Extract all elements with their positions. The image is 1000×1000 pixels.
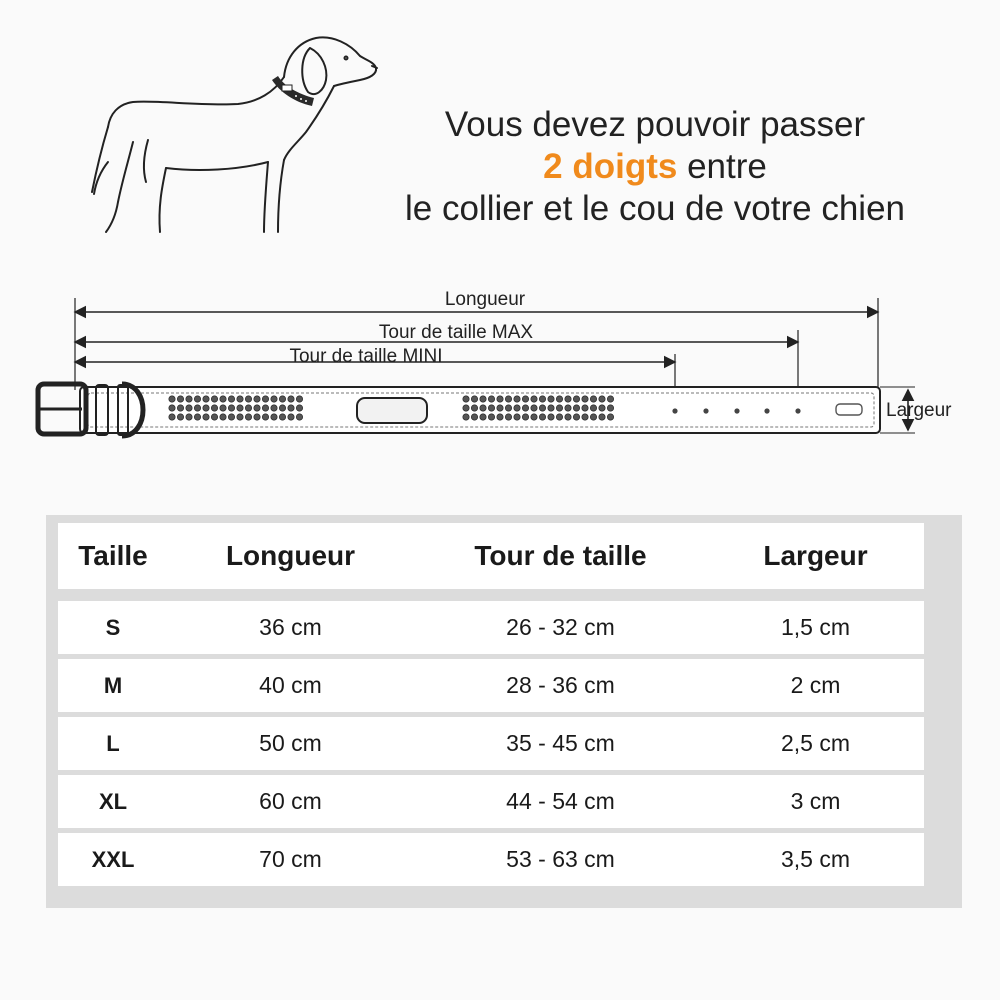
tour-de-taille-cell: 28 - 36 cm: [506, 672, 615, 698]
longueur-label: Longueur: [444, 289, 526, 310]
header-taille: Taille: [78, 540, 148, 571]
longueur-cell: 50 cm: [259, 730, 322, 756]
two-fingers-highlight: 2 doigts: [543, 147, 678, 186]
longueur-cell: 36 cm: [259, 614, 322, 640]
size-cell: M: [103, 672, 123, 698]
largeur-label: Largeur: [886, 400, 952, 421]
nameplate: [357, 398, 427, 423]
table-row: [58, 833, 924, 886]
table-header-row: [58, 523, 924, 589]
instruction-line-2: [360, 146, 950, 188]
largeur-cell: 2,5 cm: [780, 730, 851, 756]
tour-de-taille-cell: 26 - 32 cm: [506, 614, 615, 640]
size-cell: L: [106, 730, 120, 756]
table-row: [58, 659, 924, 712]
largeur-cell: 3 cm: [790, 788, 841, 814]
table-row: [58, 775, 924, 828]
largeur-cell: 1,5 cm: [780, 614, 851, 640]
tour-de-taille-cell: 35 - 45 cm: [506, 730, 615, 756]
size-cell: XL: [98, 788, 128, 814]
tour-max-label: Tour de taille MAX: [378, 322, 534, 343]
largeur-cell: 2 cm: [790, 672, 841, 698]
largeur-cell: 3,5 cm: [780, 846, 851, 872]
longueur-cell: 40 cm: [259, 672, 322, 698]
size-table: [46, 515, 962, 908]
longueur-cell: 60 cm: [259, 788, 322, 814]
size-cell: XXL: [91, 846, 135, 872]
tour-de-taille-cell: 53 - 63 cm: [506, 846, 615, 872]
table-row: [58, 717, 924, 770]
table-row: [58, 601, 924, 654]
instruction-line-2-rest: entre: [677, 147, 767, 186]
dog-illustration: [88, 22, 388, 237]
collar-strap: [38, 384, 880, 436]
header-tour-de-taille: Tour de taille: [474, 540, 647, 571]
tour-de-taille-cell: 44 - 54 cm: [506, 788, 615, 814]
longueur-cell: 70 cm: [259, 846, 322, 872]
instruction-line-3: le collier et le cou de votre chien: [405, 189, 905, 228]
header-largeur: Largeur: [763, 540, 868, 571]
fit-instruction: [360, 104, 950, 230]
size-cell: S: [105, 614, 121, 640]
tour-mini-label: Tour de taille MINI: [289, 346, 443, 367]
instruction-line-1: Vous devez pouvoir passer: [444, 105, 866, 144]
header-longueur: Longueur: [225, 540, 356, 571]
collar-measurement-diagram: [0, 270, 1000, 450]
